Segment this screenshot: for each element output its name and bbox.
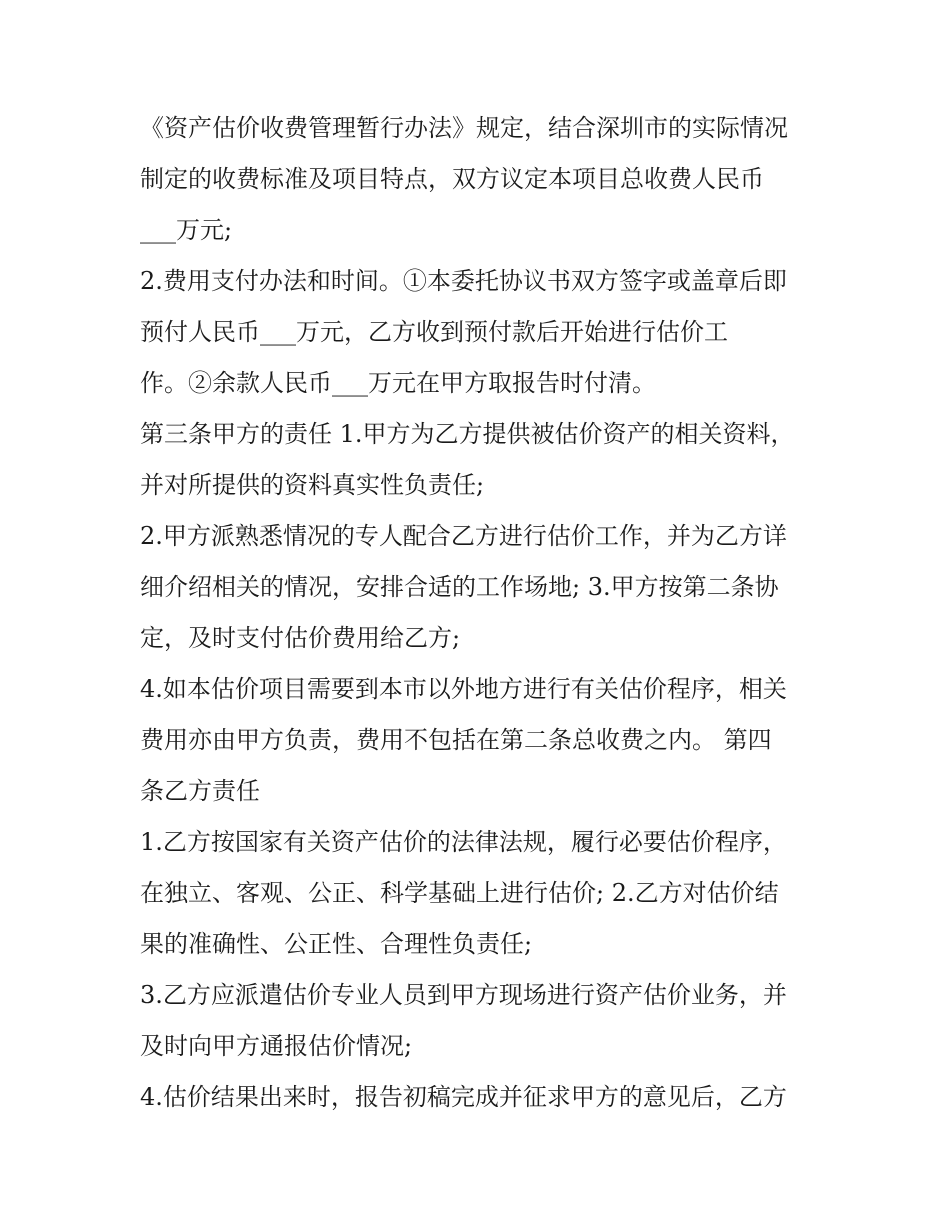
text-line: 第三条甲方的责任 1.甲方为乙方提供被估价资产的相关资料， bbox=[140, 420, 795, 448]
text-line: 条乙方责任 bbox=[140, 777, 260, 805]
text-line: 细介绍相关的情况，安排合适的工作场地; 3.甲方按第二条协 bbox=[140, 573, 779, 601]
text-line: ___万元; bbox=[140, 216, 233, 244]
text-line: 2.费用支付办法和时间。①本委托协议书双方签字或盖章后即 bbox=[140, 267, 787, 295]
text-line: 3.乙方应派遣估价专业人员到甲方现场进行资产估价业务，并 bbox=[140, 981, 787, 1009]
text-line: 4.如本估价项目需要到本市以外地方进行有关估价程序，相关 bbox=[140, 675, 787, 703]
text-line: 定，及时支付估价费用给乙方; bbox=[140, 624, 461, 652]
text-line: 作。②余款人民币___万元在甲方取报告时付清。 bbox=[140, 369, 656, 397]
document-body bbox=[140, 103, 820, 1123]
text-line: 制定的收费标准及项目特点，双方议定本项目总收费人民币 bbox=[140, 165, 764, 193]
text-line: 1.乙方按国家有关资产估价的法律法规，履行必要估价程序， bbox=[140, 828, 787, 856]
text-line: 费用亦由甲方负责，费用不包括在第二条总收费之内。 第四 bbox=[140, 726, 772, 754]
text-line: 及时向甲方通报估价情况; bbox=[140, 1032, 413, 1060]
text-line: 《资产估价收费管理暂行办法》规定，结合深圳市的实际情况 bbox=[140, 114, 788, 142]
text-line: 预付人民币___万元，乙方收到预付款后开始进行估价工 bbox=[140, 318, 728, 346]
text-line: 2.甲方派熟悉情况的专人配合乙方进行估价工作，并为乙方详 bbox=[140, 522, 787, 550]
text-line: 4.估价结果出来时，报告初稿完成并征求甲方的意见后，乙方 bbox=[140, 1083, 787, 1111]
text-line: 并对所提供的资料真实性负责任; bbox=[140, 471, 485, 499]
text-line: 在独立、客观、公正、科学基础上进行估价; 2.乙方对估价结 bbox=[140, 879, 779, 907]
text-line: 果的准确性、公正性、合理性负责任; bbox=[140, 930, 533, 958]
